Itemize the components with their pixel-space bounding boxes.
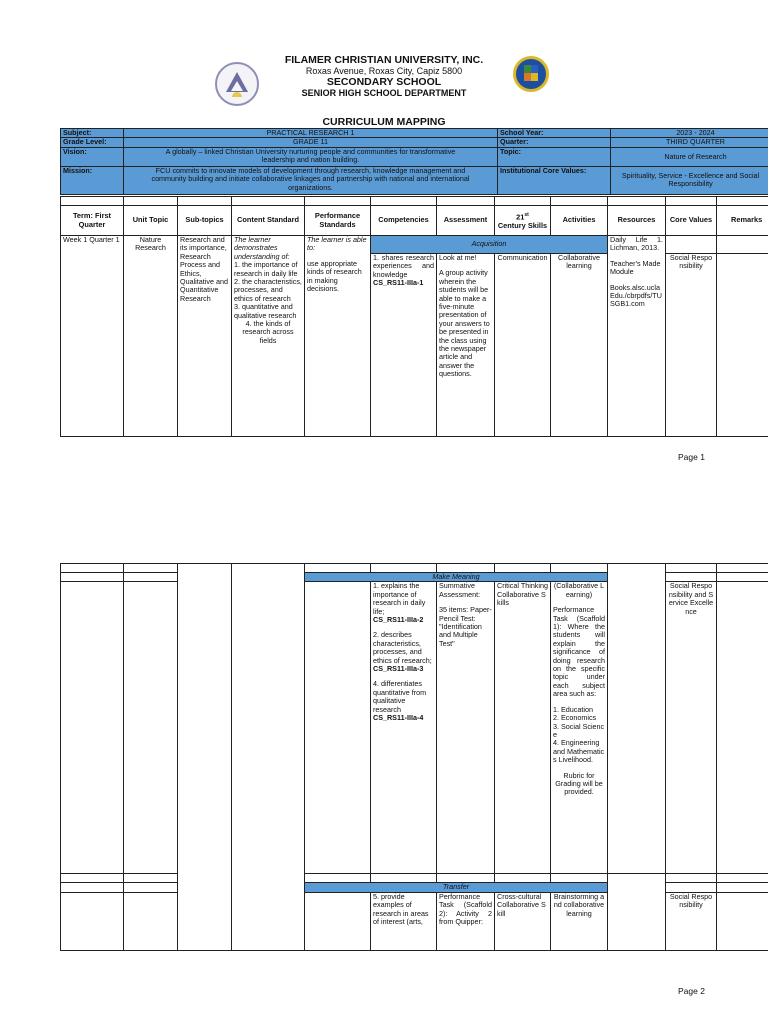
col-assessment: Assessment xyxy=(437,206,495,236)
competency-cell: 1. shares research experiences and knowledge CS_RS11-IIIa-1 xyxy=(371,254,437,437)
school-year-label: School Year: xyxy=(498,129,611,138)
quarter-label: Quarter: xyxy=(498,138,611,147)
competencies-cell-p2: 1. explains the importance of research in daily life; CS_RS11-IIIa-2 2. describes characteristics, processes, and ethics of research; CS_RS11-IIIa-3 4. differentiates quantitative from qualitative research CS_RS11-IIIa-4 xyxy=(371,582,437,874)
content-standard-cell: The learner demonstrates understanding of: 1. the importance of research in daily life 2. the characteristics, processes, and ethics of research 3. quantitative and qualitative research 4. the kinds of research across fields xyxy=(232,236,305,437)
core-values-value: Spirituality, Service - Excellence and Social Responsibility xyxy=(611,166,768,194)
col-21st-century-skills: 21st Century Skills xyxy=(495,206,551,236)
core-values-label: Institutional Core Values: xyxy=(498,166,611,194)
assessment-cell-p2: Summative Assessment: 35 items: Paper-Pencil Test: "Identification and Multiple Test" xyxy=(437,582,495,874)
topic-label: Topic: xyxy=(498,147,611,166)
quarter-value: THIRD QUARTER xyxy=(611,138,768,147)
transfer-competency-cell: 5. provide examples of research in areas of interest (arts, xyxy=(371,892,437,950)
subtopics-cell-p2 xyxy=(178,564,232,951)
activities-cell: Collaborative learning xyxy=(551,254,608,437)
page-number-2: Page 2 xyxy=(678,986,705,996)
band-make-meaning: Make Meaning xyxy=(305,573,608,582)
skills-cell-p2: Critical Thinking Collaborative Skills xyxy=(495,582,551,874)
core-values-cell: Social Responsibility xyxy=(666,254,717,437)
transfer-core-values-cell: Social Responsibility xyxy=(666,892,717,950)
col-subtopics: Sub-topics xyxy=(178,206,232,236)
col-term: Term: First Quarter xyxy=(61,206,124,236)
school-year-value: 2023 - 2024 xyxy=(611,129,768,138)
band-transfer: Transfer xyxy=(305,883,608,892)
resources-cell: Daily Life 1. Lichman, 2013. Teacher's Made Module Books.alsc.uclaEdu./cbrpdfs/TUSGB1.com xyxy=(608,236,666,437)
term-cell: Week 1 Quarter 1 xyxy=(61,236,124,437)
remarks-cell xyxy=(717,254,768,437)
content-standard-cell-p2 xyxy=(232,564,305,951)
activities-cell-p2: (Collaborative Learning) Performance Task (Scaffold 1): Where the students will explain the significance of doing research on the specific topic under each subject area such as: 1. Education 2. Economics 3. Social Science 4. Engineering and Mathematics Livelihood. Rubric for Grading will be provided. xyxy=(551,582,608,874)
transfer-assessment-cell: Performance Task (Scaffold 2): Activity 2 from Quipper: xyxy=(437,892,495,950)
vision-value: A globally – linked Christian University nurturing people and communities for transformative leadership and nation building. xyxy=(124,147,498,166)
resources-cell-p2 xyxy=(608,564,666,874)
col-core-values: Core Values xyxy=(666,206,717,236)
unit-topic-cell: Nature Research xyxy=(124,236,178,437)
core-values-cell-p2: Social Responsibility and Service Excellence xyxy=(666,582,717,874)
vision-label: Vision: xyxy=(61,147,124,166)
subtopics-cell: Research and its importance, Research Process and Ethics, Qualitative and Quantitative Research xyxy=(178,236,232,437)
col-activities: Activities xyxy=(551,206,608,236)
resources-cell-p2-transfer xyxy=(608,874,666,950)
performance-standard-cell: The learner is able to: use appropriate kinds of research in making decisions. xyxy=(305,236,371,437)
mission-value: FCU commits to innovate models of development through research, knowledge management and community building and initiate collaborative linkages and partnership with national and international organizations. xyxy=(124,166,498,194)
mission-label: Mission: xyxy=(61,166,124,194)
curriculum-table-page2 xyxy=(60,563,768,951)
grade-label: Grade Level: xyxy=(61,138,124,147)
school-name: SECONDARY SCHOOL xyxy=(326,76,442,88)
band-acquisition: Acquisition xyxy=(371,236,608,254)
grade-value: GRADE 11 xyxy=(124,138,498,147)
skills-cell: Communication xyxy=(495,254,551,437)
department-name: SENIOR HIGH SCHOOL DEPARTMENT xyxy=(301,88,467,98)
page-number-1: Page 1 xyxy=(678,452,705,462)
topic-value: Nature of Research xyxy=(611,147,768,166)
col-remarks: Remarks xyxy=(717,206,768,236)
document-header xyxy=(0,55,768,99)
university-address: Roxas Avenue, Roxas City, Capiz 5800 xyxy=(305,66,463,76)
curriculum-table-page1 xyxy=(60,196,768,437)
col-unit-topic: Unit Topic xyxy=(124,206,178,236)
transfer-skills-cell: Cross-cultural Collaborative Skill xyxy=(495,892,551,950)
university-name: FILAMER CHRISTIAN UNIVERSITY, INC. xyxy=(284,54,484,66)
assessment-cell: Look at me! A group activity wherein the students will be able to make a five-minute presentation of your answers to be presented in the class using the newspaper article and answer the questions. xyxy=(437,254,495,437)
subject-label: Subject: xyxy=(61,129,124,138)
subject-value: PRACTICAL RESEARCH 1 xyxy=(124,129,498,138)
transfer-activities-cell: Brainstorming and collaborative learning xyxy=(551,892,608,950)
document-title: CURRICULUM MAPPING xyxy=(322,116,446,128)
col-resources: Resources xyxy=(608,206,666,236)
col-content-standard: Content Standard xyxy=(232,206,305,236)
col-competencies: Competencies xyxy=(371,206,437,236)
info-table xyxy=(60,128,768,195)
col-performance-standards: Performance Standards xyxy=(305,206,371,236)
